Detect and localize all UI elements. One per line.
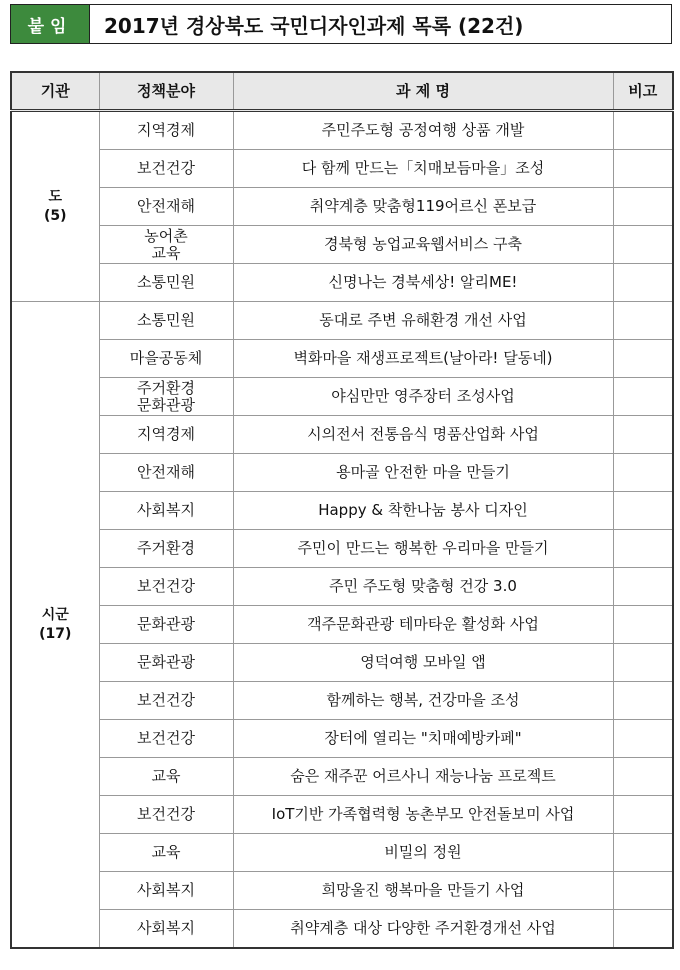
field-cell: 지역경제 (99, 111, 233, 150)
field-cell: 농어촌 교육 (99, 226, 233, 264)
table-row (11, 416, 673, 454)
column-header: 기관 (11, 72, 99, 111)
field-cell: 보건건강 (99, 150, 233, 188)
task-cell: 동대로 주변 유해환경 개선 사업 (233, 302, 613, 340)
note-cell (613, 188, 673, 226)
field-cell: 마을공동체 (99, 340, 233, 378)
field-cell: 소통민원 (99, 302, 233, 340)
table-row (11, 150, 673, 188)
table-row (11, 264, 673, 302)
task-cell: 영덕여행 모바일 앱 (233, 644, 613, 682)
task-cell: 함께하는 행복, 건강마을 조성 (233, 682, 613, 720)
note-cell (613, 682, 673, 720)
field-cell: 사회복지 (99, 872, 233, 910)
org-count: (17) (39, 625, 72, 642)
task-cell: 취약계층 맞춤형119어르신 폰보급 (233, 188, 613, 226)
table-row (11, 910, 673, 949)
page-title: 2017년 경상북도 국민디자인과제 목록 (22건) (89, 5, 671, 43)
task-cell: 벽화마을 재생프로젝트(날아라! 달동네) (233, 340, 613, 378)
note-cell (613, 150, 673, 188)
note-cell (613, 454, 673, 492)
note-cell (613, 834, 673, 872)
field-cell: 소통민원 (99, 264, 233, 302)
table-row (11, 340, 673, 378)
task-cell: 취약계층 대상 다양한 주거환경개선 사업 (233, 910, 613, 949)
table-row (11, 644, 673, 682)
field-cell: 교육 (99, 758, 233, 796)
note-cell (613, 568, 673, 606)
task-cell: 주민이 만드는 행복한 우리마을 만들기 (233, 530, 613, 568)
note-cell (613, 796, 673, 834)
note-cell (613, 492, 673, 530)
field-cell: 보건건강 (99, 682, 233, 720)
field-cell: 문화관광 (99, 644, 233, 682)
task-cell: 용마골 안전한 마을 만들기 (233, 454, 613, 492)
task-table (10, 71, 674, 949)
note-cell (613, 606, 673, 644)
table-row (11, 834, 673, 872)
note-cell (613, 302, 673, 340)
table-row (11, 454, 673, 492)
task-cell: 시의전서 전통음식 명품산업화 사업 (233, 416, 613, 454)
table-row (11, 682, 673, 720)
task-cell: IoT기반 가족협력형 농촌부모 안전돌보미 사업 (233, 796, 613, 834)
task-cell: 신명나는 경북세상! 알리ME! (233, 264, 613, 302)
table-row (11, 302, 673, 340)
note-cell (613, 758, 673, 796)
field-cell: 교육 (99, 834, 233, 872)
note-cell (613, 416, 673, 454)
task-cell: 주민주도형 공정여행 상품 개발 (233, 111, 613, 150)
table-row (11, 530, 673, 568)
note-cell (613, 530, 673, 568)
column-header: 정책분야 (99, 72, 233, 111)
note-cell (613, 720, 673, 758)
table-row (11, 796, 673, 834)
task-cell: 객주문화관광 테마타운 활성화 사업 (233, 606, 613, 644)
attachment-badge: 붙임 (11, 5, 89, 43)
task-cell: 경북형 농업교육웹서비스 구축 (233, 226, 613, 264)
column-header: 비고 (613, 72, 673, 111)
table-row (11, 378, 673, 416)
note-cell (613, 910, 673, 949)
field-cell: 사회복지 (99, 910, 233, 949)
org-count: (5) (43, 207, 67, 224)
field-cell: 주거환경 (99, 530, 233, 568)
task-cell: Happy & 착한나눔 봉사 디자인 (233, 492, 613, 530)
table-row (11, 492, 673, 530)
title-bar (10, 4, 672, 44)
task-cell: 장터에 열리는 "치매예방카페" (233, 720, 613, 758)
task-cell: 숨은 재주꾼 어르사니 재능나눔 프로젝트 (233, 758, 613, 796)
field-cell: 문화관광 (99, 606, 233, 644)
table-row (11, 188, 673, 226)
field-cell: 보건건강 (99, 720, 233, 758)
table-body (11, 111, 673, 949)
table-row (11, 872, 673, 910)
field-cell: 보건건강 (99, 568, 233, 606)
task-cell: 비밀의 정원 (233, 834, 613, 872)
note-cell (613, 644, 673, 682)
table-row (11, 111, 673, 150)
org-name: 도 (48, 188, 63, 205)
note-cell (613, 226, 673, 264)
table-row (11, 568, 673, 606)
task-cell: 다 함께 만드는「치매보듬마을」조성 (233, 150, 613, 188)
table-row (11, 758, 673, 796)
column-header: 과 제 명 (233, 72, 613, 111)
field-cell: 사회복지 (99, 492, 233, 530)
field-cell: 안전재해 (99, 454, 233, 492)
org-cell (11, 302, 99, 949)
table-row (11, 226, 673, 264)
note-cell (613, 340, 673, 378)
task-cell: 희망울진 행복마을 만들기 사업 (233, 872, 613, 910)
note-cell (613, 111, 673, 150)
table-row (11, 720, 673, 758)
field-cell: 지역경제 (99, 416, 233, 454)
note-cell (613, 264, 673, 302)
note-cell (613, 872, 673, 910)
org-name: 시군 (41, 606, 69, 623)
task-cell: 야심만만 영주장터 조성사업 (233, 378, 613, 416)
field-cell: 보건건강 (99, 796, 233, 834)
task-cell: 주민 주도형 맞춤형 건강 3.0 (233, 568, 613, 606)
table-row (11, 606, 673, 644)
note-cell (613, 378, 673, 416)
table-header-row (11, 72, 673, 111)
field-cell: 안전재해 (99, 188, 233, 226)
org-cell (11, 111, 99, 302)
field-cell: 주거환경 문화관광 (99, 378, 233, 416)
